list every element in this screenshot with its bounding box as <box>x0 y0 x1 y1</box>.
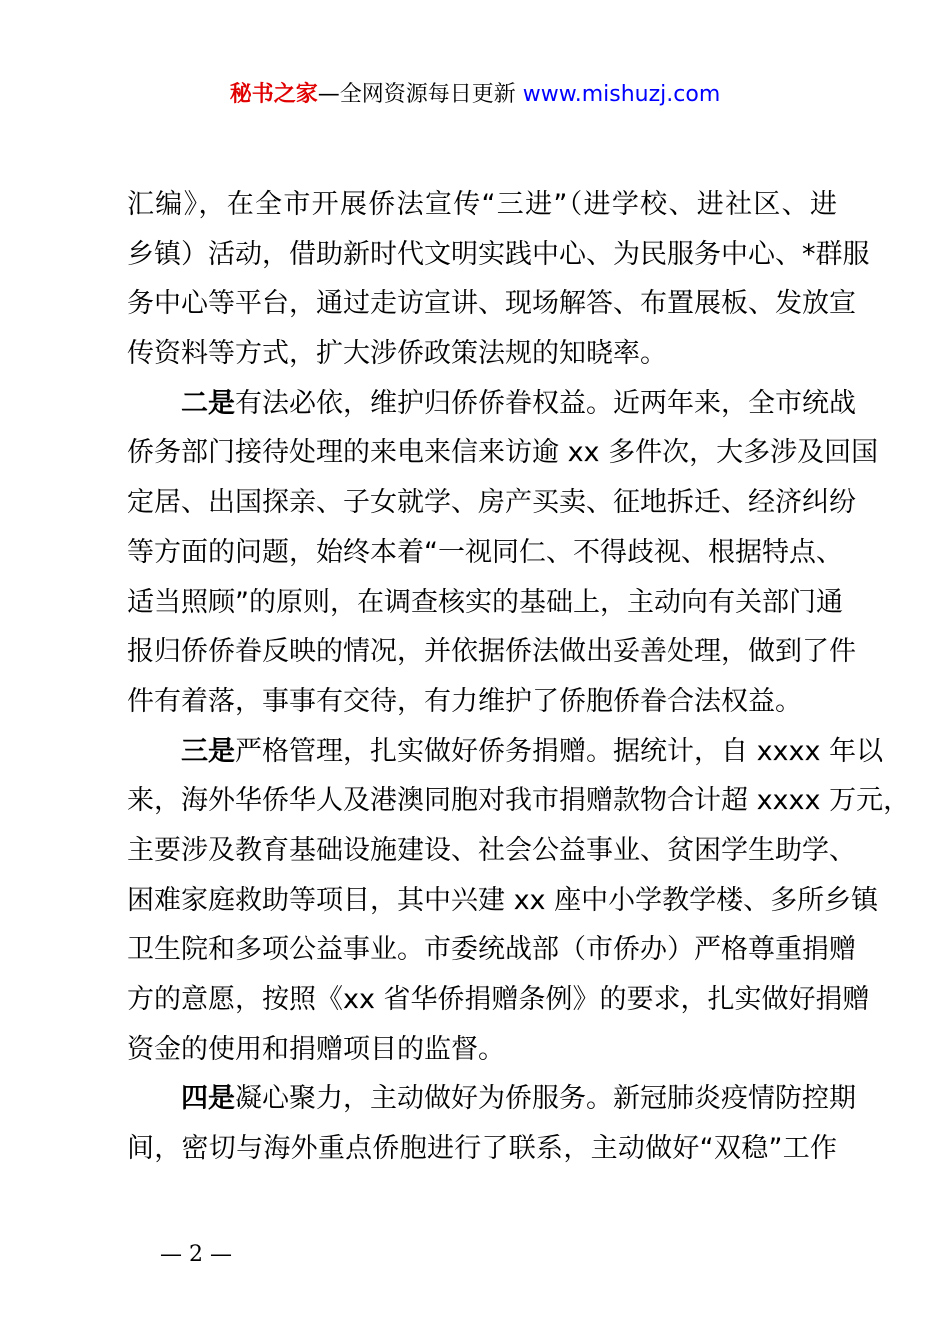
site-brand: 秘书之家 <box>229 82 318 107</box>
paragraph-lead: 三是 <box>181 735 235 767</box>
site-url-link[interactable]: www.mishuzj.com <box>522 82 721 107</box>
body-line: 乡镇）活动，借助新时代文明实践中心、为民服务中心、*群服 <box>127 238 870 270</box>
paragraph-lead: 四是 <box>181 1083 235 1115</box>
body-line: 来，海外华侨华人及港澳同胞对我市捐赠款物合计超 xxxx 万元， <box>127 785 911 817</box>
body-line: 方的意愿，按照《xx 省华侨捐赠条例》的要求，扎实做好捐赠 <box>127 984 870 1015</box>
body-line: 传资料等方式，扩大涉侨政策法规的知晓率。 <box>127 338 667 370</box>
paragraph-four-first-line: 四是凝心聚力，主动做好为侨服务。新冠肺炎疫情防控期 <box>181 1083 856 1115</box>
page-header <box>0 78 950 112</box>
body-line: 报归侨侨眷反映的情况，并依据侨法做出妥善处理，做到了件 <box>127 636 856 668</box>
body-line: 困难家庭救助等项目，其中兴建 xx 座中小学教学楼、多所乡镇 <box>127 884 879 916</box>
body-line: 等方面的问题，始终本着“一视同仁、不得歧视、根据特点、 <box>127 536 843 568</box>
paragraph-two-first-line: 二是有法必依，维护归侨侨眷权益。近两年来，全市统战 <box>181 387 856 419</box>
paragraph-three-first-line: 三是严格管理，扎实做好侨务捐赠。据统计，自 xxxx 年以 <box>181 735 884 767</box>
body-line: 主要涉及教育基础设施建设、社会公益事业、贫困学生助学、 <box>127 834 856 866</box>
document-body <box>127 180 911 1174</box>
paragraph-lead: 二是 <box>181 387 235 419</box>
page-number: — 2 — <box>160 1242 232 1267</box>
body-line: 资金的使用和捐赠项目的监督。 <box>127 1033 505 1065</box>
body-line: 间，密切与海外重点侨胞进行了联系，主动做好“双稳”工作 <box>127 1133 837 1165</box>
body-line: 汇编》，在全市开展侨法宣传“三进”（进学校、进社区、进 <box>127 189 837 220</box>
body-line: 适当照顾”的原则，在调查核实的基础上，主动向有关部门通 <box>127 586 843 618</box>
body-line: 侨务部门接待处理的来电来信来访逾 xx 多件次，大多涉及回国 <box>127 437 879 469</box>
body-line: 卫生院和多项公益事业。市委统战部（市侨办）严格尊重捐赠 <box>127 934 856 966</box>
header-tagline: —全网资源每日更新 <box>317 82 516 107</box>
body-line: 件有着落，事事有交待，有力维护了侨胞侨眷合法权益。 <box>127 685 802 717</box>
body-line: 定居、出国探亲、子女就学、房产买卖、征地拆迁、经济纠纷 <box>127 487 856 519</box>
body-line: 务中心等平台，通过走访宣讲、现场解答、布置展板、发放宣 <box>127 288 856 320</box>
